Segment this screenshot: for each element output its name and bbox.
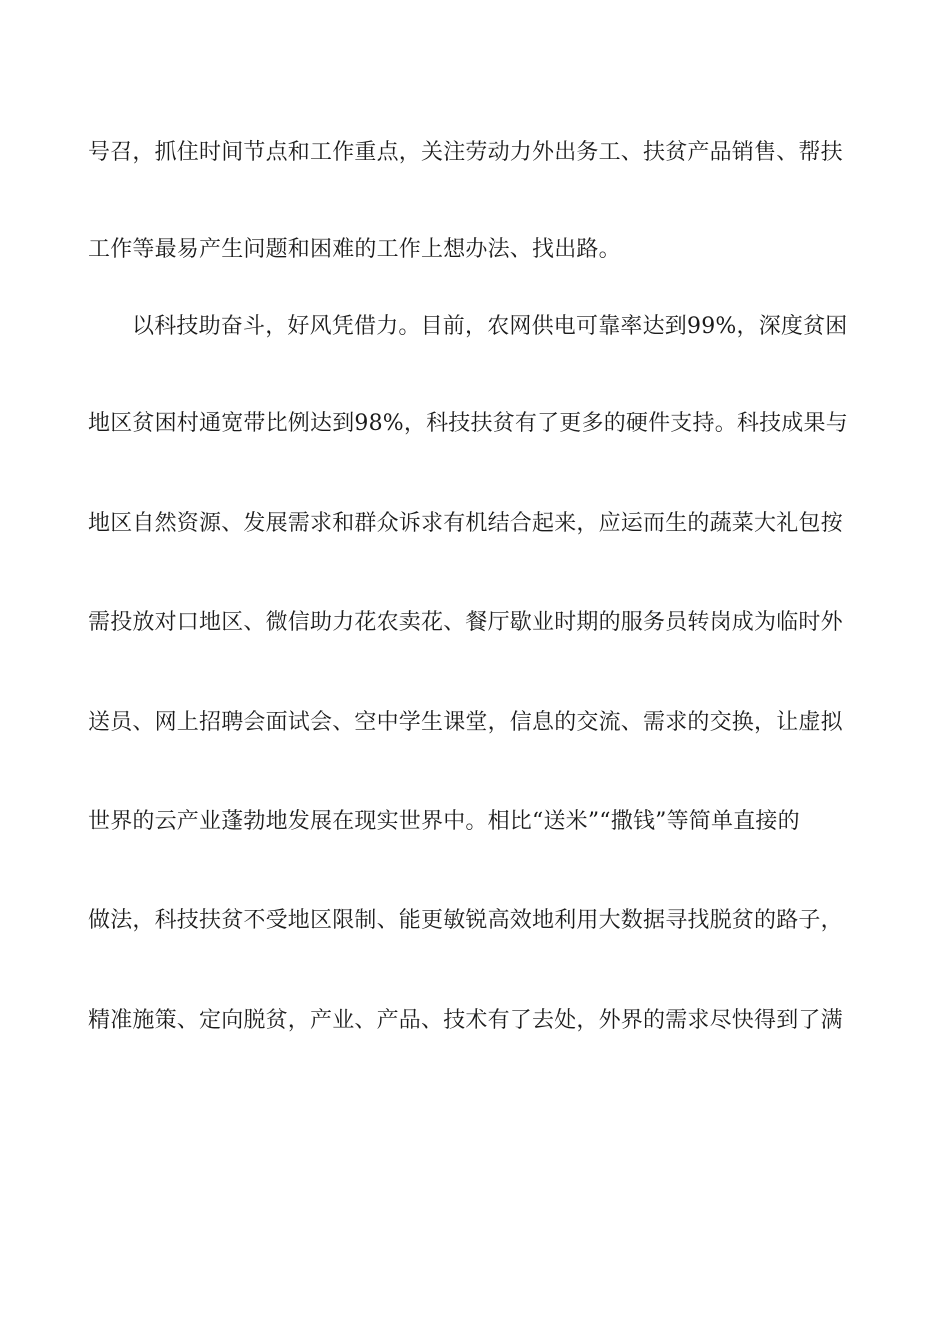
text-line-6: 需投放对口地区、微信助力花农卖花、餐厅歇业时期的服务员转岗成为临时外 (88, 610, 843, 635)
text-line-8: 世界的云产业蓬勃地发展在现实世界中。相比“送米”“撒钱”等简单直接的 (88, 809, 800, 834)
text-line-9: 做法，科技扶贫不受地区限制、能更敏锐高效地利用大数据寻找脱贫的路子， (88, 908, 843, 933)
text-line-3-paragraph-start: 以科技助奋斗，好风凭借力。目前，农网供电可靠率达到99%，深度贫困 (132, 314, 848, 339)
text-line-1: 号召，抓住时间节点和工作重点，关注劳动力外出务工、扶贫产品销售、帮扶 (88, 140, 843, 165)
text-line-5: 地区自然资源、发展需求和群众诉求有机结合起来，应运而生的蔬菜大礼包按 (88, 511, 843, 536)
text-line-7: 送员、网上招聘会面试会、空中学生课堂，信息的交流、需求的交换，让虚拟 (88, 710, 843, 735)
text-line-4: 地区贫困村通宽带比例达到98%，科技扶贫有了更多的硬件支持。科技成果与 (88, 411, 848, 436)
text-line-10: 精准施策、定向脱贫，产业、产品、技术有了去处，外界的需求尽快得到了满 (88, 1008, 843, 1033)
text-line-2: 工作等最易产生问题和困难的工作上想办法、找出路。 (88, 237, 621, 262)
